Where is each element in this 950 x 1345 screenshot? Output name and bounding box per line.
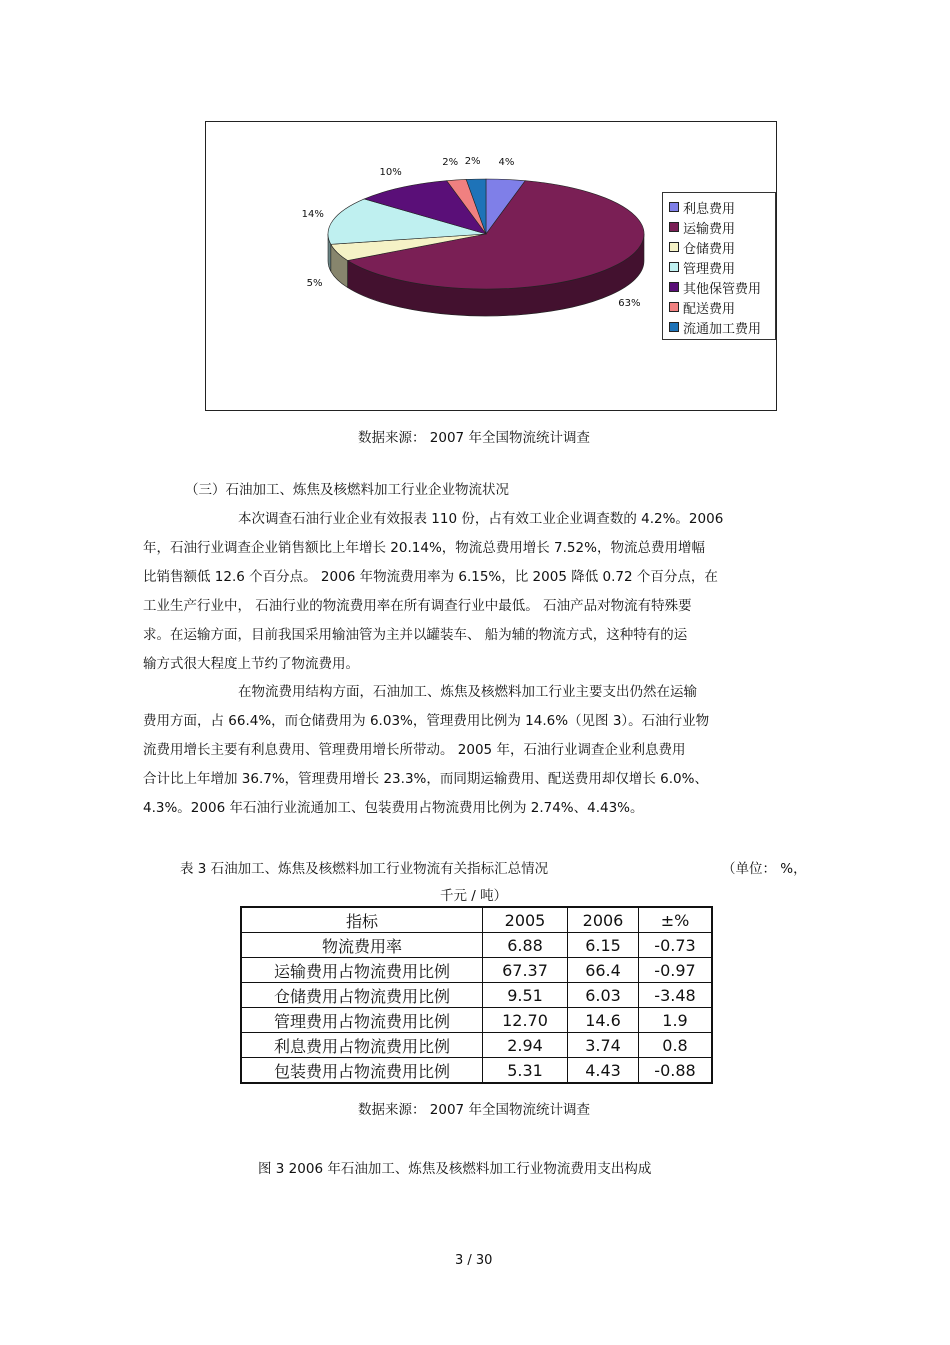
table-cell: 物流费用率 (241, 933, 483, 958)
pie-percent-label: 10% (379, 167, 402, 179)
table-cell: -0.73 (639, 933, 713, 958)
table-row (241, 933, 712, 958)
legend-swatch (669, 202, 679, 212)
pie-percent-label: 5% (306, 278, 323, 290)
table-source: 数据来源： 2007 年全国物流统计调查 (358, 1102, 590, 1118)
table-cell: 6.03 (568, 983, 639, 1008)
table-cell: 14.6 (568, 1008, 639, 1033)
paragraph-line: 流费用增长主要有利息费用、管理费用增长所带动。 2005 年，石油行业调查企业利息费用 (143, 742, 686, 758)
paragraph-line: 费用方面，占 66.4%，而仓储费用为 6.03%，管理费用比例为 14.6%（见图 3）。石油行业物 (143, 713, 710, 729)
table-cell: 67.37 (483, 958, 568, 983)
paragraph-line: 合计比上年增加 36.7%，管理费用增长 23.3%，而同期运输费用、配送费用却仅增长 6.0%、 (143, 771, 708, 787)
legend-swatch (669, 282, 679, 292)
chart-source: 数据来源： 2007 年全国物流统计调查 (358, 430, 590, 446)
table-header-cell: ±% (639, 907, 713, 933)
legend-label: 管理费用 (683, 261, 736, 277)
paragraph-line: 在物流费用结构方面，石油加工、炼焦及核燃料加工行业主要支出仍然在运输 (238, 684, 697, 700)
figure-caption: 图 3 2006 年石油加工、炼焦及核燃料加工行业物流费用支出构成 (258, 1161, 652, 1177)
table-cell: 仓储费用占物流费用比例 (241, 983, 483, 1008)
table-row (241, 983, 712, 1008)
legend-item (669, 277, 769, 297)
legend-item (669, 197, 769, 217)
paragraph-line: 本次调查石油行业企业有效报表 110 份，占有效工业企业调查数的 4.2%。2006 (238, 511, 724, 527)
legend-item (669, 257, 769, 277)
table-cell: 4.43 (568, 1058, 639, 1084)
legend-label: 仓储费用 (683, 241, 736, 257)
pie-percent-label: 2% (464, 156, 481, 168)
paragraph-line: 工业生产行业中， 石油行业的物流费用率在所有调查行业中最低。 石油产品对物流有特殊要 (143, 598, 692, 614)
table-row (241, 1033, 712, 1058)
table-header-cell: 指标 (241, 907, 483, 933)
paragraph-line: 求。在运输方面，目前我国采用输油管为主并以罐装车、 船为辅的物流方式，这种特有的运 (143, 627, 688, 643)
legend-swatch (669, 222, 679, 232)
legend-item (669, 317, 769, 337)
legend-item (669, 217, 769, 237)
page-number: 3 / 30 (455, 1253, 493, 1268)
legend-label: 流通加工费用 (683, 321, 762, 337)
paragraph-1 (143, 505, 723, 679)
legend-swatch (669, 262, 679, 272)
table-cell: 2.94 (483, 1033, 568, 1058)
pie-percent-label: 63% (618, 297, 641, 309)
pie-percent-label: 2% (442, 157, 459, 169)
legend-swatch (669, 242, 679, 252)
table-cell: 6.15 (568, 933, 639, 958)
table-cell: 12.70 (483, 1008, 568, 1033)
table-cell: -0.88 (639, 1058, 713, 1084)
table-row (241, 1008, 712, 1033)
legend-label: 其他保管费用 (683, 281, 762, 297)
table-header-cell: 2005 (483, 907, 568, 933)
paragraph-line: 比销售额低 12.6 个百分点。 2006 年物流费用率为 6.15%，比 2005 降低 0.72 个百分点，在 (143, 569, 718, 585)
table-header-row (241, 907, 712, 933)
pie-chart (205, 121, 777, 411)
table-unit: （单位： %， (722, 861, 807, 877)
table-unit-continued: 千元 / 吨） (440, 888, 508, 904)
legend-label: 利息费用 (683, 201, 736, 217)
table-cell: 管理费用占物流费用比例 (241, 1008, 483, 1033)
paragraph-line: 4.3%。2006 年石油行业流通加工、包装费用占物流费用比例为 2.74%、4.43%。 (143, 800, 644, 816)
legend-item (669, 237, 769, 257)
legend-swatch (669, 322, 679, 332)
pie-percent-label: 4% (498, 156, 515, 168)
paragraph-line: 输方式很大程度上节约了物流费用。 (143, 656, 359, 672)
paragraph-2 (143, 678, 709, 823)
legend-swatch (669, 302, 679, 312)
table-cell: 0.8 (639, 1033, 713, 1058)
table-cell: 包装费用占物流费用比例 (241, 1058, 483, 1084)
pie-percent-label: 14% (301, 209, 324, 221)
legend-label: 配送费用 (683, 301, 736, 317)
table-row (241, 1058, 712, 1084)
legend-item (669, 297, 769, 317)
paragraph-line: 年，石油行业调查企业销售额比上年增长 20.14%，物流总费用增长 7.52%，物流总费用增幅 (143, 540, 705, 556)
table-caption: 表 3 石油加工、炼焦及核燃料加工行业物流有关指标汇总情况 (180, 861, 549, 877)
table-cell: 66.4 (568, 958, 639, 983)
table-cell: 利息费用占物流费用比例 (241, 1033, 483, 1058)
table-cell: 1.9 (639, 1008, 713, 1033)
legend-label: 运输费用 (683, 221, 736, 237)
table-cell: 运输费用占物流费用比例 (241, 958, 483, 983)
table-header-cell: 2006 (568, 907, 639, 933)
table-cell: -3.48 (639, 983, 713, 1008)
chart-legend (662, 192, 776, 340)
table-cell: -0.97 (639, 958, 713, 983)
table-row (241, 958, 712, 983)
indicator-table (240, 906, 713, 1084)
table-cell: 3.74 (568, 1033, 639, 1058)
table-cell: 6.88 (483, 933, 568, 958)
section-heading: （三）石油加工、炼焦及核燃料加工行业企业物流状况 (185, 482, 509, 498)
table-cell: 5.31 (483, 1058, 568, 1084)
table-cell: 9.51 (483, 983, 568, 1008)
